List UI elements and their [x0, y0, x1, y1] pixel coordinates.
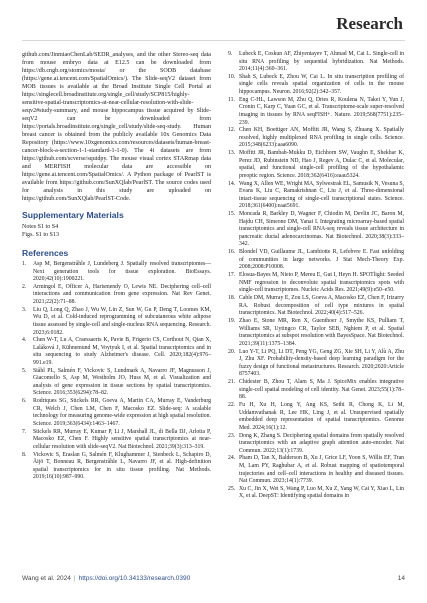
references-heading: References: [22, 248, 69, 258]
page-number: 14: [397, 575, 405, 582]
reference-item: 11. Eng C-HL, Lawson M, Zhu Q, Dries R, Koulena N, Takei Y, Yun J, Cronin C, Karp C, Yuan GC, et al. Transcriptome-scale super-resolved imaging in tissues by RNA seqFISH+. Nature. 2019;568(7751):235–239.: [228, 96, 404, 126]
left-column: [22, 51, 211, 482]
reference-item: 6. Rodriques SG, Stickels RR, Goeva A, Martin CA, Murray E, Vanderburg CR, Welch J, Chen LM, Chen F, Macosko EZ. Slide-seq: A scalable technology for measuring genome-wide expression at high spatial resolution. Science. 2019;363(6434):1463–1467.: [22, 398, 211, 427]
reference-item: 4. Chen W-T, Lu A, Craessaerts K, Pavie B, Frigerio CS, Corthout N, Qian X, Laláková J, Kühnemund M, Voytyuk I, et al. Spatial transcriptomics and in situ sequencing to study Alzheimer's disease. Cell. 2020;182(4):976–991.e19.: [22, 337, 211, 366]
reference-item: 9. Lubeck E, Coskun AF, Zhiyentayev T, Ahmad M, Cai L. Single-cell in situ RNA profiling by sequential hybridization. Nat Methods. 2014;11(4):360–361.: [228, 51, 404, 73]
reference-item: 14. Wang X, Allen WE, Wright MA, Sylwestrak EL, Samusik N, Vesuna S, Evans K, Liu C, Ramakrishnan C, Liu J, et al. Three-dimensional intact-tissue sequencing of single-cell transcriptional states. Science. 2018;361(6400):eaat5691.: [228, 180, 404, 210]
footer-separator: |: [73, 575, 76, 582]
reference-item: 23. Dong K, Zhang S. Deciphering spatial domains from spatially resolved transcriptomics with an adaptive graph attention auto-encoder. Nat Commun. 2022;13(1):1739.: [228, 432, 404, 454]
journal-name: Research: [336, 14, 403, 33]
data-availability-paragraph: github.com/JinmiaoChenLab/SEDR_analyses, and the other Stereo-seq data from mouse embryo data at E12.5 can be downloaded from https://db.cngb.org/stomics/mosta/ or the SODB database (https://gene.ai.tencent.com/SpatialOmics/). The Slide-seqV2 dataset from MOB tissues is available at the Broad Institute Single Cell Portal at https://singlecell.broadinstitute.org/single_cell/study/SCP815/highly-sensitive-spatial-transcriptomics-at-near-cellular-resolution-with-slide-seqv2#study-summary, and mouse hippocampus tissue acquired by Slide-seqV2 can be downloaded from https://portals.broadinstitute.org/single_cell/study/slide-seq-study. Human breast cancer is obtained from the publicly available 10x Genomics Data Repository (https://www.10xgenomics.com/resources/datasets/human-breast-cancer-block-a-section-1-1-standard-1-1-0). The 4i datasets are from https://github.com/scverse/squidpy. The mouse visual cortex STARmap data and MERFISH molecular data are accessible on https://gene.ai.tencent.com/SpatialOmics/. A Python package of PearlST is available from https://github.com/SunXQlab/PearlST. The source codes used for analysis in this study are uploaded on https://github.com/SunXQlab/PearlST-Code.: [22, 52, 211, 202]
reference-item: 5. Ståhl PL, Salmén F, Vickovic S, Lundmark A, Navarro JF, Magnusson J, Giacomello S, Asp M, Westholm JO, Huss M, et al. Visualization and analysis of gene expression in tissue sections by spatial transcriptomics. Science. 2016;353(6294):78–82.: [22, 367, 211, 397]
supp-line-figs: Figs. S1 to S13: [22, 232, 59, 238]
reference-item: 3. Liu Q, Long Q, Zhao J, Wu W, Lin Z, Sun W, Gu P, Deng T, Loomes KM, Wu D, et al. Cold-induced reprogramming of subcutaneous white adipose tissue assessed by single-cell and single-nucleus RNA sequencing. Research. 2023;6:0182.: [22, 306, 211, 336]
reference-item: 13. Moffitt JR, Bambah-Mukku D, Eichhorn SW, Vaughn E, Shekhar K, Perez JD, Rubinstein ND, Hao J, Regev A, Dulac C, et al. Molecular, spatial, and functional single-cell profiling of the hypothalamic preoptic region. Science. 2018;362(6416):eaau5324.: [228, 150, 404, 179]
reference-list-right: [228, 51, 404, 501]
reference-item: 7. Stickels RR, Murray E, Kumar P, Li J, Marshall JL, di Bella DJ, Arlotta P, Macosko EZ, Chen F. Highly sensitive spatial transcriptomics at near-cellular resolution with slide-seqV2. Nat Biotechnol. 2021;39(3):313–319.: [22, 428, 211, 450]
supplementary-heading: Supplementary Materials: [22, 210, 124, 220]
footer-doi-link[interactable]: https://doi.org/10.34133/research.0390: [78, 575, 191, 582]
reference-item: 24. Pham D, Tan X, Balderson B, Xu J, Grice LF, Yoon S, Willis EF, Tran M, Lam PY, Raghubar A, et al. Robust mapping of spatiotemporal trajectories and cell–cell interactions in healthy and diseased tissues. Nat Commun. 2023;14(1):7739.: [228, 455, 404, 485]
supp-line-notes: Notes S1 to S4: [22, 224, 59, 230]
reference-item: 10. Shah S, Lubeck E, Zhou W, Cai L. In situ transcription profiling of single cells reveals spatial organization of cells in the mouse hippocampus. Neuron. 2016;92(2):342–357.: [228, 73, 404, 96]
reference-list-left: [22, 261, 211, 482]
reference-item: 12. Chen KH, Boettiger AN, Moffitt JR, Wang S, Zhuang X. Spatially resolved, highly multiplexed RNA profiling in single cells. Science. 2015;348(6233):aaa6090.: [228, 127, 404, 149]
reference-item: 2. Armingol E, Officer A, Harismendy O, Lewis NE. Deciphering cell–cell interactions and communication from gene expression. Nat Rev Genet. 2021;22(2):71–88.: [22, 283, 211, 306]
reference-item: 1. Asp M, Bergenstråhle J, Lundeberg J. Spatially resolved transcriptomes—Next generation tools for tissue exploration. BioEssays. 2020;42(10):1900221.: [22, 261, 211, 283]
reference-item: 8. Vickovic S, Eraslan G, Salmén F, Klughammer J, Stenbeck L, Schapiro D, Äijö T, Bonneau R, Bergenstråhle L, Navarro JF, et al. High-definition spatial transcriptomics for in situ tissue profiling. Nat Methods. 2019;16(10):987–990.: [22, 451, 211, 481]
footer-citation: Wang et al. 2024: [22, 575, 71, 582]
reference-item: 21. Chidester B, Zhou T, Alam S, Ma J. SpiceMix enables integrative single-cell spatial modeling of cell identity. Nat Genet. 2023;55(1):78–88.: [228, 379, 404, 401]
reference-item: 20. Luo Y-T, Li PQ, Li DT, Peng YG, Geng ZG, Xie SH, Li Y, Alù A, Zhu J, Zhu XF. Probability-density-based deep learning paradigm for the fuzzy design of functional metastructures. Research. 2020;2020:Article 8757403.: [228, 348, 404, 378]
right-column: [228, 51, 404, 501]
reference-item: 15. Moncada R, Barkley D, Wagner F, Chiodin M, Devlin JC, Baron M, Hajdu CH, Simeone DM, Yanai I. Integrating microarray-based spatial transcriptomics and single-cell RNA-seq reveals tissue architecture in pancreatic ductal adenocarcinomas. Nat Biotechnol. 2020;38(3):333–342.: [228, 211, 404, 248]
reference-item: 16. Blondel VD, Guillaume JL, Lambiotte R, Lefebvre E. Fast unfolding of communities in large networks. J Stat Mech-Theory Exp. 2008;2008:P10008.: [228, 249, 404, 271]
reference-item: 19. Zhao E, Stone MR, Ren X, Guenthoer J, Smythe KS, Pulliam T, Williams SR, Uytingco CR, Taylor SEB, Nghiem P, et al. Spatial transcriptomics at subspot resolution with BayesSpace. Nat Biotechnol. 2021;39(11):1375–1384.: [228, 318, 404, 347]
header-rule: [22, 40, 405, 41]
reference-item: 25. Xu C, Jin X, Wei S, Wang P, Luo M, Xu Z, Yang W, Cai Y, Xiao L, Lin X, et al. DeepST: Identifying spatial domains in: [228, 485, 404, 500]
reference-item: 22. Fu H, Xu H, Long Y, Ang KS, Sethi R, Chong K, Li M, Uddamvathanak R, Lee HK, Ling J, et al. Unsupervised spatially embedded deep representation of spatial transcriptomics. Genome Med. 2024;16(1):12.: [228, 402, 404, 431]
reference-item: 18. Cable DM, Murray E, Zou LS, Goeva A, Macosko EZ, Chen F, Irizarry RA. Robust decomposition of cell type mixtures in spatial transcriptomics. Nat Biotechnol. 2022;40(4):517–526.: [228, 295, 404, 317]
reference-item: 17. Elosua-Bayes M, Nieto P, Mereu E, Gut I, Heyn H. SPOTlight: Seeded NMF regression to deconvolute spatial transcriptomics spots with single-cell transcriptomes. Nucleic Acids Res. 2021;49(9):e50–e50.: [228, 272, 404, 294]
